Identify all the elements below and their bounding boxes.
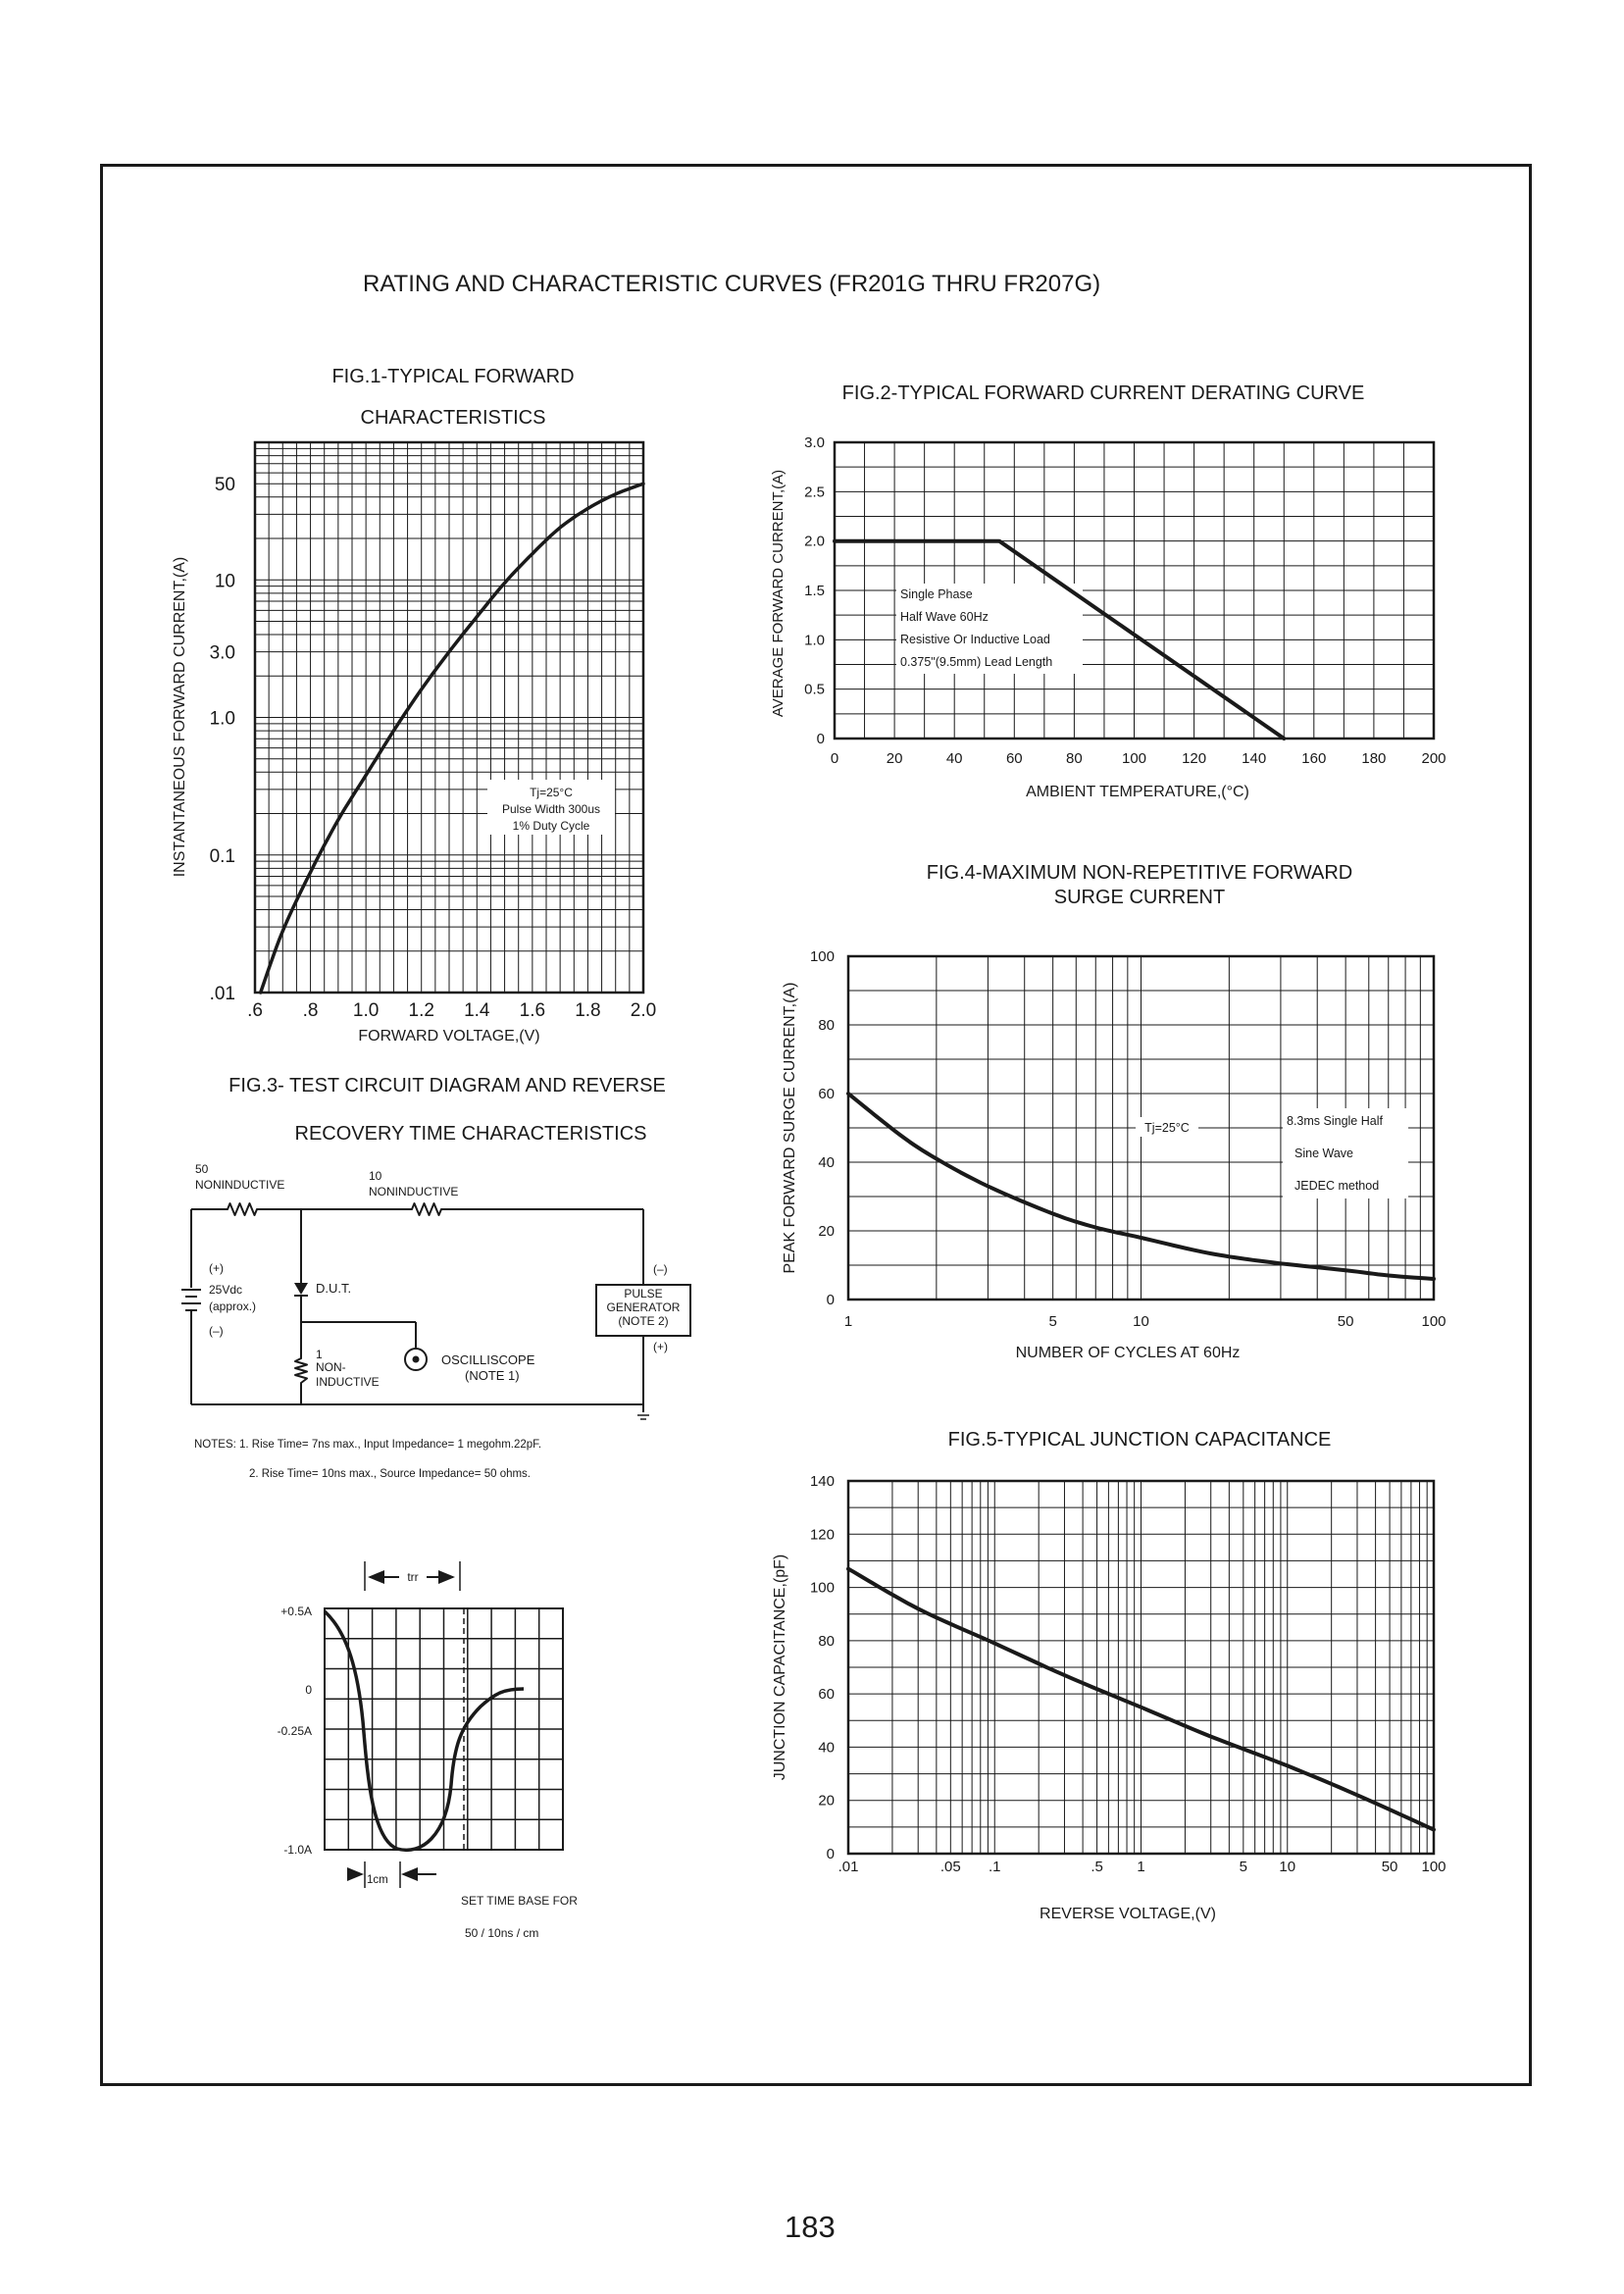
pulse-gen-minus: (–) bbox=[653, 1262, 668, 1276]
fig3-title: FIG.3- TEST CIRCUIT DIAGRAM AND REVERSE bbox=[228, 1075, 666, 1096]
r3-label: INDUCTIVE bbox=[316, 1375, 380, 1389]
fig2-y-tick: 3.0 bbox=[804, 434, 825, 451]
fig4-x-label: NUMBER OF CYCLES AT 60Hz bbox=[1015, 1345, 1241, 1361]
timebase-label: 50 / 10ns / cm bbox=[465, 1926, 539, 1940]
fig2-x-label: AMBIENT TEMPERATURE,(°C) bbox=[1026, 784, 1249, 800]
fig4-y-tick: 80 bbox=[818, 1017, 835, 1034]
r1-resistor-icon bbox=[228, 1203, 257, 1215]
fig5-y-tick: 40 bbox=[818, 1739, 835, 1757]
fig2-y-tick: 1.0 bbox=[804, 632, 825, 649]
fig2-y-tick: 0 bbox=[816, 731, 825, 747]
waveform-y-tick: +0.5A bbox=[280, 1605, 312, 1618]
fig2-y-tick: 1.5 bbox=[804, 583, 825, 599]
fig1-x-tick: 2.0 bbox=[630, 1000, 657, 1021]
fig1-y-tick: 3.0 bbox=[209, 642, 235, 664]
pulse-gen-label: (NOTE 2) bbox=[618, 1314, 669, 1328]
fig5-y-tick: 20 bbox=[818, 1792, 835, 1810]
fig5-y-tick: 60 bbox=[818, 1686, 835, 1704]
fig1-x-tick: .8 bbox=[302, 1000, 319, 1021]
fig1-x-tick: .6 bbox=[247, 1000, 263, 1021]
fig2-y-tick: 2.5 bbox=[804, 484, 825, 501]
fig4-y-label: PEAK FORWARD SURGE CURRENT,(A) bbox=[782, 982, 798, 1274]
fig2-x-tick: 20 bbox=[886, 750, 903, 767]
waveform-y-tick: -1.0A bbox=[283, 1843, 312, 1857]
fig2-annotation: Resistive Or Inductive Load bbox=[900, 633, 1050, 646]
fig2-y-label: AVERAGE FORWARD CURRENT,(A) bbox=[770, 469, 787, 718]
circuit-note: 2. Rise Time= 10ns max., Source Impedance= 50 ohms. bbox=[249, 1468, 532, 1480]
fig1-annotation: 1% Duty Cycle bbox=[512, 819, 590, 833]
fig1-y-tick: .01 bbox=[209, 984, 235, 1004]
diode-icon bbox=[294, 1283, 308, 1295]
fig4-y-tick: 60 bbox=[818, 1086, 835, 1102]
waveform-y-tick: -0.25A bbox=[277, 1724, 312, 1738]
pulse-gen-plus: (+) bbox=[653, 1340, 668, 1353]
fig5-x-tick: .5 bbox=[1091, 1859, 1103, 1875]
fig1-y-tick: 10 bbox=[214, 571, 235, 592]
fig5-x-tick: 50 bbox=[1381, 1859, 1398, 1875]
fig4-x-tick: 5 bbox=[1048, 1313, 1057, 1330]
source-plus: (+) bbox=[209, 1261, 224, 1275]
r3-value: 1 bbox=[316, 1348, 323, 1361]
pulse-gen-label: PULSE bbox=[624, 1287, 663, 1300]
fig4-y-tick: 0 bbox=[826, 1292, 835, 1308]
fig2-x-tick: 40 bbox=[945, 750, 963, 767]
fig1-annotation: Pulse Width 300us bbox=[501, 802, 601, 816]
fig2-annotation: Single Phase bbox=[900, 587, 973, 601]
fig1-y-tick: 0.1 bbox=[209, 845, 235, 867]
fig5-y-tick: 100 bbox=[809, 1579, 835, 1597]
fig5-x-tick: 1 bbox=[1137, 1859, 1145, 1875]
scale-arrow-left-icon bbox=[347, 1867, 364, 1881]
dut-label: D.U.T. bbox=[316, 1281, 352, 1296]
fig1-y-label: INSTANTANEOUS FORWARD CURRENT,(A) bbox=[172, 556, 188, 878]
fig4-annotation: JEDEC method bbox=[1294, 1179, 1380, 1193]
fig4-x-tick: 1 bbox=[843, 1313, 853, 1330]
trr-label: trr bbox=[407, 1570, 419, 1584]
fig5-x-tick: 5 bbox=[1239, 1859, 1247, 1875]
r1-label: NONINDUCTIVE bbox=[195, 1178, 285, 1192]
fig4-x-tick: 50 bbox=[1337, 1313, 1354, 1330]
fig4-annotation: Tj=25°C bbox=[1144, 1121, 1190, 1135]
waveform-y-tick: 0 bbox=[305, 1683, 312, 1697]
fig4-x-tick: 100 bbox=[1421, 1313, 1446, 1330]
fig5-title: FIG.5-TYPICAL JUNCTION CAPACITANCE bbox=[947, 1429, 1332, 1451]
fig2-annotation: Half Wave 60Hz bbox=[900, 610, 989, 624]
fig5-y-tick: 120 bbox=[809, 1526, 835, 1544]
timebase-label: SET TIME BASE FOR bbox=[461, 1894, 578, 1908]
fig2-x-tick: 200 bbox=[1421, 750, 1446, 767]
fig2-x-tick: 60 bbox=[1005, 750, 1023, 767]
scale-arrow-right-icon bbox=[401, 1867, 418, 1881]
r3-resistor-icon bbox=[295, 1358, 307, 1383]
fig1-x-tick: 1.2 bbox=[408, 1000, 434, 1021]
fig1-x-tick: 1.0 bbox=[352, 1000, 380, 1021]
fig4-y-tick: 20 bbox=[818, 1223, 835, 1240]
r1-value: 50 bbox=[195, 1162, 209, 1176]
fig1-x-label: FORWARD VOLTAGE,(V) bbox=[358, 1028, 540, 1045]
fig5-y-tick: 140 bbox=[809, 1473, 835, 1490]
pulse-gen-label: GENERATOR bbox=[606, 1300, 681, 1314]
fig5-x-label: REVERSE VOLTAGE,(V) bbox=[1040, 1906, 1216, 1922]
fig2-x-tick: 80 bbox=[1066, 750, 1083, 767]
fig1-x-tick: 1.4 bbox=[464, 1000, 490, 1021]
fig4-subtitle: SURGE CURRENT bbox=[1053, 887, 1226, 908]
fig2-x-tick: 180 bbox=[1361, 750, 1387, 767]
scale-label: 1cm bbox=[367, 1874, 388, 1886]
fig2-annotation: 0.375"(9.5mm) Lead Length bbox=[900, 655, 1053, 669]
fig2-x-tick: 0 bbox=[830, 750, 839, 767]
fig5-x-tick: .01 bbox=[837, 1859, 859, 1875]
source-voltage: 25Vdc bbox=[209, 1283, 243, 1297]
fig1-annotation: Tj=25°C bbox=[530, 786, 573, 799]
fig2-y-tick: 2.0 bbox=[804, 533, 825, 550]
r2-label: NONINDUCTIVE bbox=[369, 1185, 459, 1198]
fig2-y-tick: 0.5 bbox=[804, 681, 825, 698]
fig2-x-tick: 120 bbox=[1182, 750, 1207, 767]
fig4-annotation: 8.3ms Single Half bbox=[1287, 1114, 1383, 1128]
fig2-x-tick: 160 bbox=[1301, 750, 1327, 767]
source-approx: (approx.) bbox=[209, 1300, 257, 1313]
fig3-subtitle: RECOVERY TIME CHARACTERISTICS bbox=[294, 1123, 647, 1145]
r2-value: 10 bbox=[369, 1169, 382, 1183]
fig1-y-tick: 1.0 bbox=[209, 708, 235, 730]
trr-arrow-right-icon bbox=[438, 1570, 455, 1584]
source-minus: (–) bbox=[209, 1324, 224, 1338]
fig1-title: FIG.1-TYPICAL FORWARD bbox=[331, 366, 575, 387]
scope-label: OSCILLISCOPE bbox=[441, 1352, 535, 1367]
fig5-y-tick: 80 bbox=[818, 1632, 835, 1650]
fig5-x-tick: 100 bbox=[1421, 1859, 1446, 1875]
fig1-x-tick: 1.8 bbox=[575, 1000, 601, 1021]
fig2-x-tick: 100 bbox=[1121, 750, 1147, 767]
fig4-y-tick: 40 bbox=[818, 1154, 835, 1171]
fig5-x-tick: .1 bbox=[988, 1859, 1001, 1875]
trr-arrow-left-icon bbox=[368, 1570, 384, 1584]
page-number: 183 bbox=[785, 2210, 836, 2244]
fig5-x-tick: .05 bbox=[939, 1859, 961, 1875]
scope-note: (NOTE 1) bbox=[465, 1368, 520, 1383]
r3-label: NON- bbox=[316, 1360, 346, 1374]
page-title: RATING AND CHARACTERISTIC CURVES (FR201G THRU FR207G) bbox=[363, 271, 1101, 297]
fig5-x-tick: 10 bbox=[1279, 1859, 1296, 1875]
fig1-curve bbox=[261, 484, 643, 993]
r2-resistor-icon bbox=[412, 1203, 441, 1215]
fig4-annotation: Sine Wave bbox=[1294, 1147, 1353, 1160]
waveform-curve bbox=[325, 1611, 524, 1850]
fig4-y-tick: 100 bbox=[809, 948, 835, 965]
fig2-x-tick: 140 bbox=[1242, 750, 1267, 767]
oscilloscope-icon bbox=[413, 1356, 420, 1363]
fig1-subtitle: CHARACTERISTICS bbox=[360, 407, 546, 429]
fig1-x-tick: 1.6 bbox=[519, 1000, 546, 1021]
fig5-y-tick: 0 bbox=[826, 1846, 835, 1862]
fig4-title: FIG.4-MAXIMUM NON-REPETITIVE FORWARD bbox=[926, 862, 1353, 884]
fig1-y-tick: 50 bbox=[214, 475, 235, 496]
circuit-note: NOTES: 1. Rise Time= 7ns max., Input Impedance= 1 megohm.22pF. bbox=[194, 1439, 542, 1451]
fig4-x-tick: 10 bbox=[1133, 1313, 1149, 1330]
fig2-title: FIG.2-TYPICAL FORWARD CURRENT DERATING CURVE bbox=[841, 382, 1365, 404]
fig5-y-label: JUNCTION CAPACITANCE,(pF) bbox=[772, 1554, 788, 1781]
